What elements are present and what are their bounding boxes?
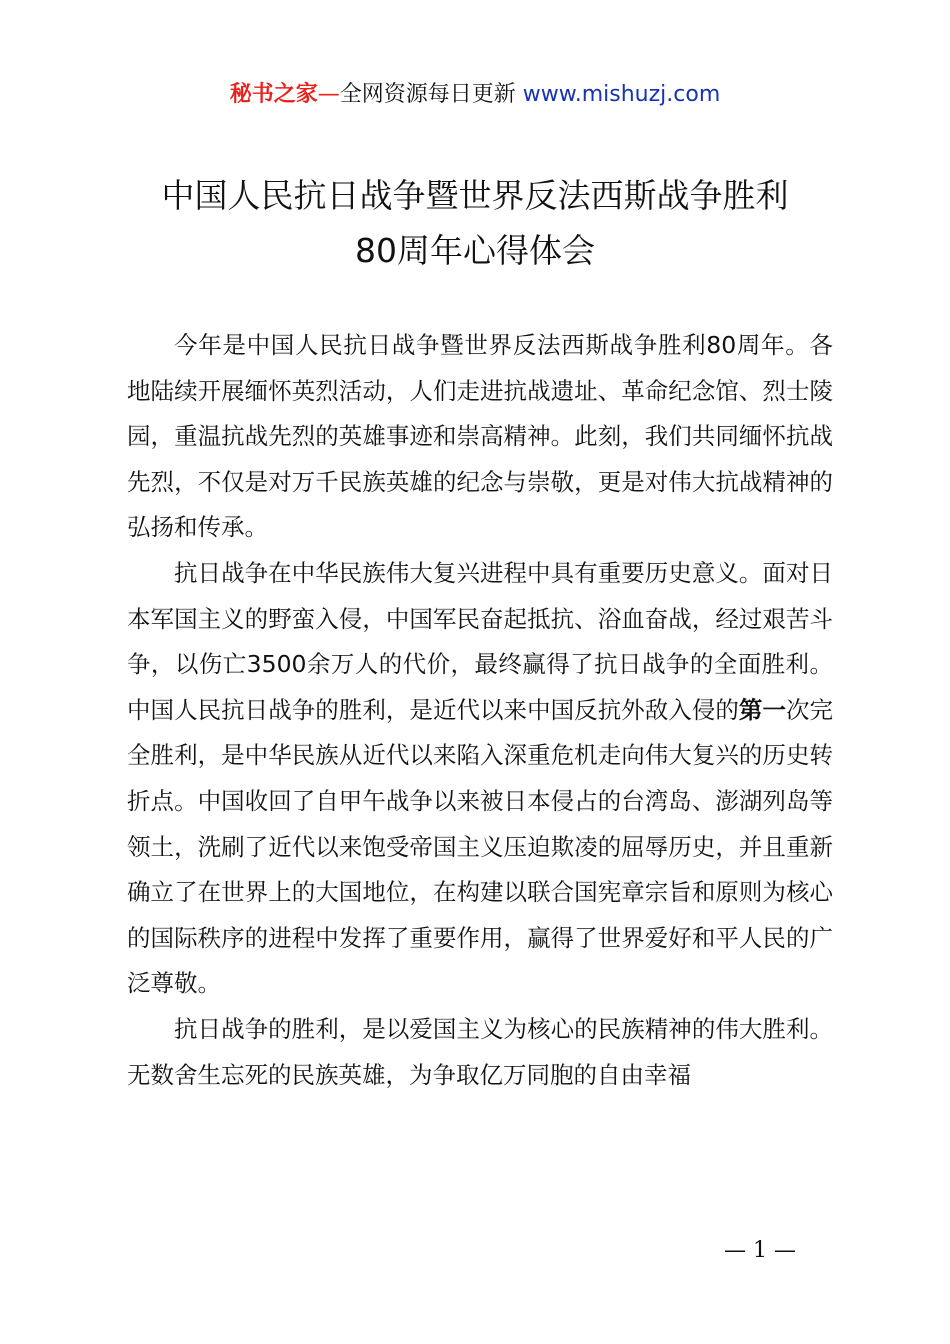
paragraph-2-bold: 第一	[738, 695, 786, 724]
document-body	[127, 323, 833, 1098]
site-header	[0, 78, 950, 112]
header-brand: 秘书之家	[229, 82, 318, 107]
header-url-link[interactable]: www.mishuzj.com	[522, 82, 721, 107]
paragraph-3: 抗日战争的胜利，是以爱国主义为核心的民族精神的伟大胜利。无数舍生忘死的民族英雄，为争取亿万同胞的自由幸福	[127, 1014, 833, 1089]
page-number: — 1 —	[724, 1238, 796, 1263]
header-dash: —	[317, 82, 340, 107]
document-title	[90, 168, 860, 278]
paragraph-2-text-b: 次完全胜利，是中华民族从近代以来陷入深重危机走向伟大复兴的历史转折点。中国收回了自甲午战争以来被日本侵占的台湾岛、澎湖列岛等领土，洗刷了近代以来饱受帝国主义压迫欺凌的屈辱历史，并且重新确立了在世界上的大国地位，在构建以联合国宪章宗旨和原则为核心的国际秩序的进程中发挥了重要作用，赢得了世界爱好和平人民的广泛尊敬。	[127, 695, 834, 998]
title-line-1: 中国人民抗日战争暨世界反法西斯战争胜利	[161, 176, 789, 215]
paragraph-1: 今年是中国人民抗日战争暨世界反法西斯战争胜利80周年。各地陆续开展缅怀英烈活动，人们走进抗战遗址、革命纪念馆、烈士陵园，重温抗战先烈的英雄事迹和崇高精神。此刻，我们共同缅怀抗战先烈，不仅是对万千民族英雄的纪念与崇敬，更是对伟大抗战精神的弘扬和传承。	[127, 331, 833, 542]
header-slogan: 全网资源每日更新	[339, 82, 516, 107]
paragraph-2	[127, 551, 833, 1007]
paragraph-2-text-a: 抗日战争在中华民族伟大复兴进程中具有重要历史意义。面对日本军国主义的野蛮入侵，中国军民奋起抵抗、浴血奋战，经过艰苦斗争，以伤亡3500余万人的代价，最终赢得了抗日战争的全面胜利。中国人民抗日战争的胜利，是近代以来中国反抗外敌入侵的	[127, 558, 833, 724]
title-line-2: 80周年心得体会	[355, 231, 595, 270]
